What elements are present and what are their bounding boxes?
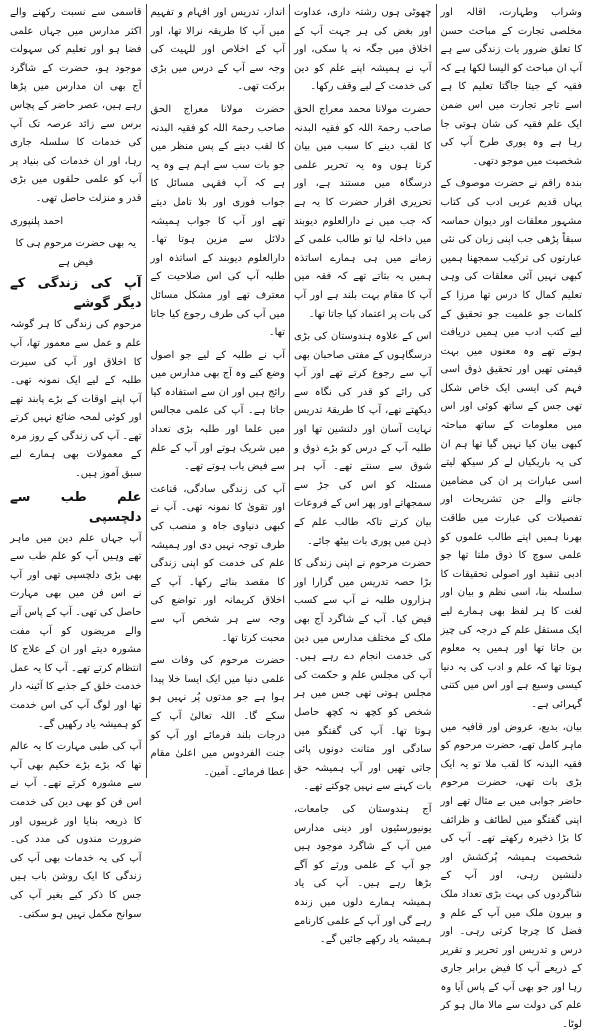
paragraph: آپ نے طلبہ کے لیے جو اصول وضع کیے وہ آج بھی مدارس میں رائج ہیں اور ان سے استفادہ کیا جاتا ہے۔ آپ کی علمی مجالس میں علما اور طلبہ بڑی تعداد میں شریک ہوتے اور آپ کے علم سے فیض یاب ہوتے تھے۔ [150,349,286,473]
paragraph: مرحوم کی زندگی کا ہر گوشہ علم و عمل سے معمور تھا، آپ کا اخلاق اور آپ کی سیرت طلبہ کے لیے ایک نمونہ تھی۔ آپ اپنے اوقات کے بڑے پابند تھے اور کوئی لمحہ ضائع نہیں کرتے تھے۔ آپ کی زندگی کے روز مرہ کے معمولات بھی ہمارے لیے سبق آموز ہیں۔ [10,319,142,480]
column-4 [6,4,146,920]
paragraph: بندہ راقم نے حضرت موصوف کے یہاں قدیم عربی ادب کی کتاب مشہور معلقات اور دیوان حماسہ سبقاً پڑھی جب اپنی زبان کی نئی عبارتوں کی ترکیب سمجھنا ہمیں کبھی نہیں آئی معلقات کی وہی تعلیم کمال کا درس تھا مرزا کے کلمات جو علمیت جو تحقیق کے لیے کتب ادب میں ہمیں دریافت ہوتے تھے وہ معنوں میں بہت قیمتی تھیں اور تحقیق ذوق اسی فہم کی ایسی ایک خاص شکل تھی جس کے ساتھ کوئی اور اس میں معلومات کے ساتھ مباحثہ کبھی بیان کیا نہیں گیا تھا ہم ان کی یہ باریکیاں لے کر سیکھ لیتے اسی عبارات پر ان کی مضامین جاننے والے جن تشریحات اور تفصیلات کی عبارت میں طاقت بھرنا ہمیں اپنے طالب علموں کو علمی سوچ کا ذوق ملتا تھا جو ادبی تنقید اور اصولی تحقیقات کا سلسلہ بنا، اسی نظم و بیان اور لغت کا ہر لفظ بھی ہمارے لیے ایک مستقل علم کے درجہ کی چیز بن جاتا تھا اور ہمیں یہ معلوم ہوتا تھا کہ علم و ادب کی یہ دنیا کیسی وسیع ہے اور اس میں کتنی گہرائی ہے۔ [440,178,582,710]
paragraph: آپ کی طبی مہارت کا یہ عالم تھا کہ بڑے بڑے حکیم بھی آپ سے مشورہ کرتے تھے۔ آپ نے اس فن کو بھی دین کی خدمت کا ذریعہ بنایا اور غریبوں اور ضرورت مندوں کی مدد کی۔ آپ کی یہ خدمات بھی آپ کی زندگی کا ایک روشن باب ہیں جس کا ذکر کیے بغیر آپ کی سوانح مکمل نہیں ہو سکتی۔ [10,741,142,920]
paragraph: اس کے علاوہ ہندوستان کی بڑی درسگاہوں کے مفتی صاحبان بھی آپ سے رجوع کرتے تھے اور آپ کی رائے کو قدر کی نگاہ سے دیکھتے تھے، آپ کا طریقۂ تدریس نہایت آسان اور دلنشین تھا اور طلبہ آپ کے درس کو بڑے ذوق و شوق سے سنتے تھے۔ آپ ہر مسئلہ کو اس کی جڑ سے سمجھاتے اور پھر اس کے فروعات بیان کرتے تاکہ طالب علم کے ذہن میں پوری بات بیٹھ جائے۔ [294,331,432,547]
author-signature: احمد پلنپوری [10,215,64,227]
column-3 [146,4,290,778]
paragraph: حضرت مولانا محمد معراج الحق صاحب رحمۃ اللہ کو فقیہ البدنہ کا لقب دینے کا سبب میں بیان کرتا ہوں وہ یہ تحریر علمی درسگاہ میں مستند ہے، اور تحریری اقرار حضرت کا یہ ہے کہ جب میں نے دارالعلوم دیوبند میں داخلہ لیا تو طالب علمی کے زمانے میں ہی ہمارے اساتذہ ہمیں یہ بتاتے تھے کہ فقہ میں آپ کا مقام بہت بلند ہے اور آپ کی بات پر اعتماد کیا جاتا تھا۔ [294,103,432,320]
paragraph: آپ کی زندگی سادگی، قناعت اور تقویٰ کا نمونہ تھی۔ آپ نے کبھی دنیاوی جاہ و منصب کی طرف توجہ نہیں دی اور ہمیشہ علم کی خدمت کو اپنی زندگی کا مقصد بنائے رکھا۔ آپ کے اخلاق کریمانہ اور تواضع کی وجہ سے ہر شخص آپ سے محبت کرتا تھا۔ [150,483,286,644]
section-heading: آپ کی زندگی کے دیگر گوشے [10,276,142,312]
paragraph: حضرت مرحوم نے اپنی زندگی کا بڑا حصہ تدریس میں گزارا اور ہزاروں طلبہ نے آپ سے کسب فیض کیا۔ آپ کے شاگرد آج بھی ملک کے مختلف مدارس میں دین کی خدمت انجام دے رہے ہیں۔ آپ کی مجلس علم و حکمت کی مجلس ہوتی تھی جس میں ہر شخص کو کچھ نہ کچھ حاصل ہوتا تھا۔ آپ کی گفتگو میں سادگی اور متانت دونوں پائی جاتی تھیں اور آپ ہمیشہ حق بات کہنے سے نہیں چوکتے تھے۔ [294,558,432,793]
paragraph: حضرت مرحوم کی وفات سے علمی دنیا میں ایک ایسا خلا پیدا ہوا ہے جو مدتوں پُر نہیں ہو سکے گا۔ اللہ تعالیٰ آپ کے درجات بلند فرمائے اور آپ کو جنت الفردوس میں اعلیٰ مقام عطا فرمائے۔ آمین۔ [150,655,286,778]
section-heading: علم طب سے دلچسپی [10,489,142,525]
paragraph: چھوٹی ہوں رشتہ داری، عداوت اور بغض کی ہر جہت آپ کے اخلاق میں جگہ نہ پا سکی، اور آپ نے ہمیشہ اپنے علم کو دین کی خدمت کے لیے وقف رکھا۔ [294,7,432,93]
column-1 [437,4,586,1031]
paragraph: انداز، تدریس اور افہام و تفہیم میں آپ کا طریقہ نرالا تھا، اور آپ کے اخلاص اور للہیت کی وجہ سے آپ کے درس میں بڑی برکت تھی۔ [150,7,286,93]
column-2 [289,4,437,946]
paragraph: قاسمی سے نسبت رکھنے والے اکثر مدارس میں جہاں علمی فضا ہو اور تعلیم کی سہولت موجود ہو، حضرت کے شاگرد آج بھی ان مدارس میں پڑھا رہے ہیں، عصر حاضر کے پچاس برس سے زائد عرصہ تک آپ کی خدمات کا سلسلہ جاری رہا، اور ان خدمات کی بنیاد پر آپ کو علمی حلقوں میں بڑی قدر و منزلت حاصل تھی۔ [10,7,142,204]
paragraph: وشراب وطہارت، اقالہ اور مخلصی تجارت کے مباحث حسن کا تعلق ضرور یات زندگی سے ہے آپ ان مباحث کو الیسا لکھا ہے کہ فقیہ کے جیتا جاگتا تعلیم کا ہے اسے تاجر تجارت میں اس ضمن ایک علم فقیہ کی شان ہوتی جا رہا ہے وہ پوری طرح آپ کی شخصیت میں موجو دتھی۔ [440,7,582,167]
caption-line: یہ بھی حضرت مرحوم ہی کا فیض ہے [15,238,136,268]
paragraph: آج ہندوستان کی جامعات، یونیورسٹیوں اور دینی مدارس میں آپ کے شاگرد موجود ہیں جو آپ کے علمی ورثے کو آگے بڑھا رہے ہیں۔ آپ کی یاد ہمیشہ ہمارے دلوں میں زندہ رہے گی اور آپ کے علمی کارنامے ہمیشہ یاد رکھے جائیں گے۔ [294,803,432,946]
paragraph: بیان، بدیع، عروض اور قافیہ میں ماہر کامل تھے، حضرت مرحوم کو فقیہ البدنہ کا لقب ملا تو یہ ایک بڑی بات تھی، حضرت مرحوم حاضر جوابی میں بے مثال تھے اور اپنی گفتگو میں لطائف و ظرائف کا بڑا ذخیرہ رکھتے تھے۔ آپ کی شخصیت ہمیشہ پُرکشش اور دلنشین رہی، اور آپ کے شاگردوں کی بہت بڑی تعداد ملک و بیرون ملک میں آپ کے علم و فضل کا چرچا کرتی رہی۔ اور درس و تدریس اور تحریر و تقریر کے ذریعے آپ کا فیض برابر جاری رہا اور جو بھی آپ کے پاس آیا وہ علم کی دولت سے مالا مال ہو کر لوٹا۔ [440,721,582,1031]
paragraph: آپ جہاں علم دین میں ماہر تھے وہیں آپ کو علم طب سے بھی بڑی دلچسپی تھی اور آپ نے اس فن میں بھی مہارت حاصل کی تھی۔ آپ کے پاس آنے والے مریضوں کو آپ مفت مشورہ دیتے اور ان کے علاج کا انتظام کرتے تھے۔ آپ کا یہ عمل خدمت خلق کے جذبے کا آئینہ دار تھا اور لوگ آپ کی اس خدمت کو ہمیشہ یاد رکھیں گے۔ [9,532,142,730]
paragraph: حضرت مولانا معراج الحق صاحب رحمۃ اللہ کو فقیہ البدنہ کا لقب دینے کے پس منظر میں جو بات سب سے اہم ہے وہ یہ ہے کہ آپ فقہی مسائل کا جواب فوری اور بلا تامل دیتے تھے اور آپ کا جواب ہمیشہ دلائل سے مزین ہوتا تھا۔ دارالعلوم دیوبند کے اساتذہ اور طلبہ آپ کی اس صلاحیت کے معترف تھے اور مشکل مسائل میں آپ کی طرف رجوع کیا جاتا تھا۔ [150,103,286,339]
